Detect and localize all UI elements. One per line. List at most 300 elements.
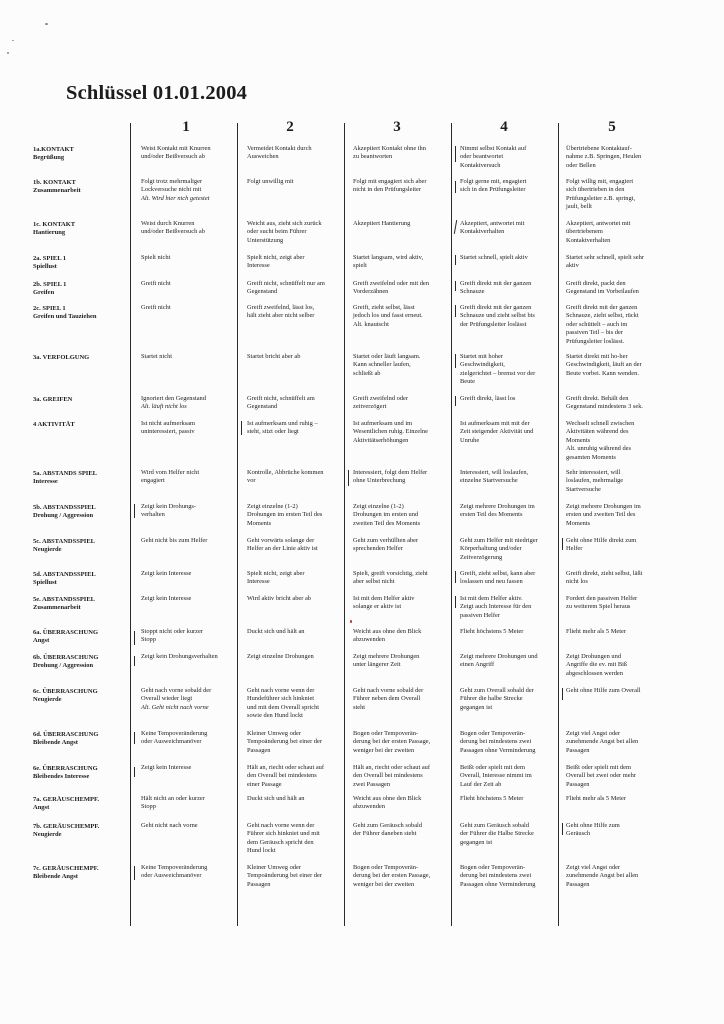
cell-line: Akzeptiert, antwortet mit xyxy=(566,220,631,227)
cell-line: weniger bei der zweiten xyxy=(353,746,415,754)
cell-line: Helfer an der Linie aktiv ist xyxy=(247,545,318,553)
check-mark xyxy=(134,767,135,777)
cell-line: Geht vorwärts solange der xyxy=(247,537,315,544)
cell-line: Helfer xyxy=(566,545,583,553)
check-mark xyxy=(455,396,456,406)
cell-line: Wird vom Helfer nicht xyxy=(141,469,200,476)
cell-line: Hundeführer sich hinkniet xyxy=(247,695,315,703)
cell-line: Interesse xyxy=(247,262,270,270)
cell-line: ersten und zweiten Teil des xyxy=(566,511,636,519)
cell-line: Führer die halbe Strecke xyxy=(460,695,523,703)
cell-line: loslaufen, mehrmalige xyxy=(566,477,624,485)
cell-line: Geräusch xyxy=(566,830,591,838)
cell-line: ohne Unterbrechung xyxy=(353,477,406,485)
cell-line: Greift direkt, lässt los xyxy=(460,395,516,402)
check-mark xyxy=(455,596,456,608)
score-cell xyxy=(247,353,300,361)
cell-line: oder sucht beim Führer xyxy=(247,228,307,236)
score-cell xyxy=(247,687,319,721)
row-title: 7c. GERÄUSCHEMPF. xyxy=(33,865,99,872)
score-cell xyxy=(566,764,636,789)
score-cell xyxy=(353,653,419,670)
cell-line: Greift zweifelnd oder xyxy=(353,395,409,402)
cell-line: Startet sehr schnell, spielt sehr xyxy=(566,254,644,261)
cell-line: Overall bei zwei oder mehr xyxy=(566,772,636,780)
cell-line: Zeigt kein Interesse xyxy=(141,595,192,602)
cell-line: Weicht aus, zieht sich zurück xyxy=(247,220,322,227)
cell-line: Wechselt schnell zwischen xyxy=(566,420,635,427)
cell-line: Greift direkt mit der ganzen xyxy=(566,304,638,311)
score-cell xyxy=(566,420,634,462)
cell-line: Hält an, riecht oder schaut auf xyxy=(247,764,325,771)
score-cell xyxy=(141,145,211,162)
cell-line: Kleiner Umweg oder xyxy=(247,730,301,737)
cell-line: Zeigt einzelne Drohungen xyxy=(247,653,314,660)
cell-line: zielgerichtet – bremst vor der xyxy=(460,369,536,377)
cell-line: Geht nach vorne wenn der xyxy=(247,687,315,694)
cell-line: Führer sich hinkniet und mit xyxy=(247,830,320,838)
cell-line: Zeigt kein Interesse xyxy=(141,570,192,577)
row-subtitle: Angst xyxy=(33,637,50,645)
cell-line: Stopp xyxy=(141,803,156,811)
cell-line: spielt xyxy=(353,262,367,270)
cell-line: Aktivitäten während des xyxy=(566,428,629,436)
cell-line: Zeigt kein Interesse xyxy=(141,764,192,771)
score-cell xyxy=(353,730,430,755)
score-cell xyxy=(353,537,418,554)
score-cell xyxy=(353,822,422,839)
score-cell xyxy=(566,353,642,378)
score-cell xyxy=(566,628,626,636)
score-cell xyxy=(247,145,312,162)
row-subtitle: Neugierde xyxy=(33,831,62,839)
page-title: Schlüssel 01.01.2004 xyxy=(66,82,248,104)
score-cell xyxy=(141,864,207,881)
cell-line: Geschwindigkeit, xyxy=(460,361,505,369)
cell-line: Ist aufmerksam mit mit der xyxy=(460,420,530,427)
cell-line: Startet langsam, wird aktiv, xyxy=(353,254,424,261)
row-label xyxy=(33,221,133,238)
cell-line: Beißt oder spielt mit dem xyxy=(566,764,631,771)
cell-line: hält zieht aber nicht selber xyxy=(247,312,315,320)
row-label xyxy=(33,504,133,521)
cell-line: Ignoriert den Gegenstand xyxy=(141,395,206,402)
score-cell xyxy=(353,628,421,645)
score-cell xyxy=(247,503,322,528)
cell-line: Alt. Wird hier nich getestet xyxy=(141,194,210,202)
score-cell xyxy=(247,864,322,889)
check-mark xyxy=(241,421,242,435)
cell-line: Geht zum Helfer mit niedriger xyxy=(460,537,538,544)
row-title: 5a. ABSTANDS SPIEL xyxy=(33,470,97,477)
score-cell xyxy=(566,822,620,839)
cell-line: Kontrolle, Abbrüche kommen xyxy=(247,469,324,476)
cell-line: Zeigt viel Angst oder xyxy=(566,730,621,737)
cell-line: der Führer die Halbe Strecke xyxy=(460,830,534,838)
score-cell xyxy=(566,395,643,412)
row-label xyxy=(33,281,133,298)
cell-line: Akzeptiert Hantierung xyxy=(353,220,411,227)
cell-line: Vorderzähnen xyxy=(353,288,389,296)
cell-line: der Prüfungsleiter loslässt xyxy=(460,320,527,328)
cell-line: Akzeptiert Kontakt ohne ihn xyxy=(353,145,426,152)
score-cell xyxy=(566,254,644,271)
row-label xyxy=(33,396,133,404)
cell-line: Kann schneller laufen, xyxy=(353,361,411,369)
cell-line: Greift direkt, packt den xyxy=(566,280,626,287)
row-title: 5d. ABSTANDSSPIEL xyxy=(33,571,96,578)
check-mark xyxy=(455,146,456,162)
scan-speck xyxy=(7,52,9,54)
cell-line: Zeigt mehrere Drohungen im xyxy=(566,503,641,510)
row-subtitle: Drohung / Aggression xyxy=(33,662,94,670)
cell-line: Greift nicht xyxy=(141,304,171,311)
cell-line: Startet bricht aber ab xyxy=(247,353,301,360)
cell-line: Moments xyxy=(247,519,272,527)
row-label xyxy=(33,823,133,840)
cell-line: Zeigt kein Drohungs- xyxy=(141,503,197,510)
cell-line: Drohungen im ersten und xyxy=(353,511,419,519)
row-subtitle: Bleibende Angst xyxy=(33,873,78,881)
cell-line: und/oder Beißversuch ab xyxy=(141,228,205,236)
cell-line: aber selbst nicht xyxy=(353,578,395,586)
cell-line: Bogen oder Tempoverän- xyxy=(460,864,526,871)
score-cell xyxy=(353,395,408,412)
score-cell xyxy=(566,537,636,554)
row-title: 3a. GREIFEN xyxy=(33,396,73,403)
row-label xyxy=(33,688,133,705)
score-cell xyxy=(460,503,535,520)
score-cell xyxy=(566,220,630,245)
cell-line: Prüfungsleiter z.B. springt, xyxy=(566,194,636,202)
score-cell xyxy=(247,469,324,486)
cell-line: Geht zum Geräusch sobald xyxy=(460,822,530,829)
score-cell xyxy=(460,537,538,562)
score-cell xyxy=(460,570,535,587)
cell-line: sprechenden Helfer xyxy=(353,545,403,553)
column-header-2: 2 xyxy=(286,119,294,135)
column-divider xyxy=(451,123,452,926)
cell-line: Folgt willig mit, engagiert xyxy=(566,178,634,185)
cell-line: vor xyxy=(247,477,256,485)
cell-line: Startet mit hoher xyxy=(460,353,503,360)
cell-line: Passagen xyxy=(566,746,590,754)
cell-line: gegangen ist xyxy=(460,703,493,711)
cell-line: Ist aufmerksam und ruhig – xyxy=(247,420,318,427)
score-cell xyxy=(247,178,294,186)
cell-line: sowie den Hund lockt xyxy=(247,712,303,720)
check-mark xyxy=(455,305,456,317)
cell-line: Spielt nicht, zeigt aber xyxy=(247,570,305,577)
score-cell xyxy=(141,570,191,578)
score-cell xyxy=(247,280,325,297)
row-label xyxy=(33,596,133,613)
cell-line: Ausweichen xyxy=(247,153,279,161)
cell-line: Zeitverzögerung xyxy=(460,553,503,561)
row-title: 1c. KONTAKT xyxy=(33,221,76,228)
cell-line: Greift direkt mit der ganzen xyxy=(460,304,532,311)
cell-line: Passagen ohne Verminderung xyxy=(460,880,536,888)
score-cell xyxy=(141,178,209,203)
score-cell xyxy=(353,145,426,162)
cell-line: Greift direkt. Behält den xyxy=(566,395,629,402)
cell-line: Geschwindigkeit, läuft an der xyxy=(566,361,642,369)
score-cell xyxy=(247,653,314,661)
score-cell xyxy=(247,764,324,789)
cell-line: Bogen oder Tempoverän- xyxy=(460,730,526,737)
cell-line: Kleiner Umweg oder xyxy=(247,864,301,871)
column-header-1: 1 xyxy=(182,119,190,135)
cell-line: Angriffe die ev. mit Biß xyxy=(566,661,628,669)
cell-line: Schnauze und zieht selbst bis xyxy=(460,312,535,320)
row-label xyxy=(33,255,133,272)
row-title: 2b. SPIEL 1 xyxy=(33,281,67,288)
score-cell xyxy=(460,145,526,170)
row-subtitle: Bleibende Angst xyxy=(33,739,78,747)
score-cell xyxy=(460,469,528,486)
cell-line: zwei Passagen xyxy=(353,780,391,788)
cell-line: Zeigt einzelne (1-2) xyxy=(247,503,298,510)
row-label xyxy=(33,305,133,322)
score-cell xyxy=(460,864,536,889)
cell-line: Gegenstand xyxy=(247,288,278,296)
score-cell xyxy=(566,280,639,297)
score-cell xyxy=(460,764,532,789)
scan-speck xyxy=(45,23,48,25)
cell-line: Startet direkt mit ho-her xyxy=(566,353,628,360)
score-cell xyxy=(353,280,429,297)
score-cell xyxy=(566,687,641,695)
cell-line: Zeigt mehrere Drohungen im xyxy=(460,503,535,510)
cell-line: Greift, zieht selbst, lässt xyxy=(353,304,415,311)
score-cell xyxy=(566,503,641,528)
score-cell xyxy=(141,353,172,361)
cell-line: derung bei der ersten Passage, xyxy=(353,738,431,746)
score-cell xyxy=(141,220,205,237)
cell-line: Körperhaltung und/oder xyxy=(460,545,522,553)
cell-line: Duckt sich und hält an xyxy=(247,795,305,802)
score-cell xyxy=(141,822,198,830)
cell-line: der Führer daneben steht xyxy=(353,830,417,838)
cell-line: Gegenstand xyxy=(247,403,278,411)
cell-line: Tempoänderung bei einer der xyxy=(247,738,322,746)
cell-line: Greift nicht xyxy=(141,280,171,287)
cell-line: Geht nicht nach vorne xyxy=(141,822,198,829)
cell-line: Weist durch Knurren xyxy=(141,220,195,227)
check-mark xyxy=(348,470,349,486)
cell-line: derung bei mindestens zwei xyxy=(460,738,532,746)
cell-line: Flieht höchstens 5 Meter xyxy=(460,795,524,802)
row-label xyxy=(33,470,133,487)
score-cell xyxy=(460,730,536,755)
row-title: 3a. VERFOLGUNG xyxy=(33,354,90,361)
score-cell xyxy=(247,220,322,245)
cell-line: Flieht mehr als 5 Meter xyxy=(566,795,626,802)
score-cell xyxy=(247,822,320,856)
score-cell xyxy=(141,280,171,288)
score-cell xyxy=(460,178,526,195)
cell-line: zweiten Teil des Moments xyxy=(353,519,421,527)
cell-line: Vermeidet Kontakt durch xyxy=(247,145,312,152)
cell-line: Hält an, riecht oder schaut auf xyxy=(353,764,431,771)
row-label xyxy=(33,654,133,671)
cell-line: abzuwenden xyxy=(353,636,385,644)
cell-line: Nimmt selbst Kontakt auf xyxy=(460,145,527,152)
cell-line: Alt. Geht nicht nach vorne xyxy=(141,703,209,711)
cell-line: einen Angriff xyxy=(460,661,495,669)
row-label xyxy=(33,796,133,813)
cell-line: Hund lockt xyxy=(247,847,276,855)
cell-line: Interessiert, folgt dem Helfer xyxy=(353,469,428,476)
cell-line: Stoppt nicht oder kurzer xyxy=(141,628,203,635)
cell-line: Übertriebene Kontaktauf- xyxy=(566,145,632,152)
score-cell xyxy=(353,469,427,486)
row-title: 1a.KONTAKT xyxy=(33,146,74,153)
score-cell xyxy=(353,864,430,889)
cell-line: Greift, zieht selbst, kann aber xyxy=(460,570,536,577)
row-title: 5c. ABSTANDSSPIEL xyxy=(33,538,96,545)
score-cell xyxy=(460,420,533,445)
cell-line: nicht los xyxy=(566,578,588,586)
cell-line: Geht zum Geräusch sobald xyxy=(353,822,423,829)
check-mark xyxy=(455,281,456,291)
score-cell xyxy=(460,353,535,387)
cell-line: Weicht aus ohne den Blick xyxy=(353,628,422,635)
cell-line: Zeigt mehrere Drohungen xyxy=(353,653,420,660)
cell-line: Startversuche xyxy=(566,485,601,493)
check-mark xyxy=(454,220,458,234)
cell-line: Folgt trotz mehrmaliger xyxy=(141,178,203,185)
cell-line: Unruhe xyxy=(460,436,480,444)
score-cell xyxy=(566,864,638,889)
cell-line: Geht nach vorne wenn der xyxy=(247,822,315,829)
score-cell xyxy=(460,822,534,847)
cell-line: Keine Tempoveränderung xyxy=(141,730,208,737)
cell-line: Unterstützung xyxy=(247,236,284,244)
cell-line: und/oder Beißversuch ab xyxy=(141,153,205,161)
row-title: 2c. SPIEL 1 xyxy=(33,305,66,312)
score-cell xyxy=(353,570,428,587)
column-header-3: 3 xyxy=(393,119,401,135)
cell-line: zu beantworten xyxy=(353,153,393,161)
cell-line: Zeigt kein Drohungsverhalten xyxy=(141,653,218,660)
cell-line: den Overall bei mindestens xyxy=(353,772,423,780)
score-cell xyxy=(141,503,196,520)
score-cell xyxy=(566,469,623,494)
row-subtitle: Zusammenarbeit xyxy=(33,604,81,612)
check-mark xyxy=(134,656,135,666)
cell-line: Moments xyxy=(566,436,591,444)
score-cell xyxy=(566,304,639,346)
cell-line: Greift zweifelnd oder mit den xyxy=(353,280,429,287)
cell-line: Gegenstand mindestens 3 sek. xyxy=(566,403,644,411)
row-title: 5e. ABSTANDSSPIEL xyxy=(33,596,96,603)
row-subtitle: Hantierung xyxy=(33,229,66,237)
score-cell xyxy=(141,730,207,747)
cell-line: Bogen oder Tempoverän- xyxy=(353,730,419,737)
cell-line: Kontaktversuch xyxy=(460,161,501,169)
cell-line: jault, bellt xyxy=(566,203,592,211)
cell-line: Greift direkt mit der ganzen xyxy=(460,280,532,287)
cell-line: gesamten Moments xyxy=(566,453,616,461)
score-cell xyxy=(141,537,207,545)
check-mark xyxy=(455,181,456,193)
cell-line: Overall wieder liegt xyxy=(141,695,193,703)
row-subtitle: Greifen xyxy=(33,289,55,297)
score-cell xyxy=(353,795,421,812)
cell-line: Startet nicht xyxy=(141,353,173,360)
cell-line: Duckt sich und hält an xyxy=(247,628,305,635)
cell-line: Flieht mehr als 5 Meter xyxy=(566,628,626,635)
cell-line: Beute vorbei. Kann wenden. xyxy=(566,369,639,377)
check-mark xyxy=(562,823,563,835)
cell-line: loslassen und neu fassen xyxy=(460,578,523,586)
cell-line: oder Bellen xyxy=(566,161,596,169)
cell-line: zunehmende Angst bei allen xyxy=(566,738,639,746)
row-title: 6c. ÜBERRASCHUNG xyxy=(33,688,98,695)
cell-line: Passagen xyxy=(247,880,271,888)
scan-speck xyxy=(12,40,14,41)
cell-line: oder beantwortet xyxy=(460,153,504,161)
cell-line: Alt. knautscht xyxy=(353,320,389,328)
row-title: 7a. GERÄUSCHEMPF. xyxy=(33,796,100,803)
row-label xyxy=(33,179,133,196)
score-cell xyxy=(247,304,314,321)
cell-line: und mit dem Overall spricht xyxy=(247,703,320,711)
score-cell xyxy=(247,730,322,755)
cell-line: Stopp xyxy=(141,636,156,644)
cell-line: Ist mit dem Helfer aktiv xyxy=(353,595,415,602)
check-mark xyxy=(134,631,135,645)
cell-line: Führer neben dem Overall xyxy=(353,695,421,703)
cell-line: Geht nach vorne sobald der xyxy=(141,687,212,694)
score-cell xyxy=(566,653,627,678)
row-title: 6d. ÜBERRASCHUNG xyxy=(33,731,99,738)
score-cell xyxy=(353,420,428,445)
cell-line: solange er aktiv ist xyxy=(353,603,402,611)
score-cell xyxy=(141,595,191,603)
score-cell xyxy=(353,220,410,228)
row-subtitle: Neugierde xyxy=(33,546,62,554)
row-subtitle: Begrüßung xyxy=(33,154,65,162)
score-cell xyxy=(141,687,211,712)
score-cell xyxy=(460,595,531,620)
cell-line: Greift direkt, zieht selbst, läßt xyxy=(566,570,643,577)
score-cell xyxy=(247,795,305,803)
score-cell xyxy=(566,178,635,212)
cell-line: gegangen ist xyxy=(460,838,493,846)
cell-line: Spielt, greift vorsichtig, zieht xyxy=(353,570,428,577)
cell-line: Moments xyxy=(566,519,591,527)
cell-line: Schnauze xyxy=(460,288,485,296)
cell-line: einer Passage xyxy=(247,780,282,788)
score-cell xyxy=(460,254,528,262)
cell-line: Gegenstand im Vorbeilaufen xyxy=(566,288,639,296)
row-subtitle: Spiellust xyxy=(33,263,57,271)
cell-line: Geht nicht bis zum Helfer xyxy=(141,537,208,544)
score-cell xyxy=(460,395,515,403)
cell-line: Startet schnell, spielt aktiv xyxy=(460,254,528,261)
check-mark xyxy=(455,571,456,583)
cell-line: Ist nicht aufmerksam xyxy=(141,420,195,427)
score-cell xyxy=(460,304,535,329)
cell-line: weniger bei der zweiten xyxy=(353,880,415,888)
cell-line: Folgt mit engagiert sich aber xyxy=(353,178,427,185)
cell-line: Geht ohne Hilfe zum xyxy=(566,822,620,829)
row-title: 4 AKTIVITÄT xyxy=(33,421,75,428)
row-label xyxy=(33,865,133,882)
cell-line: Beißt oder spielt mit dem xyxy=(460,764,525,771)
